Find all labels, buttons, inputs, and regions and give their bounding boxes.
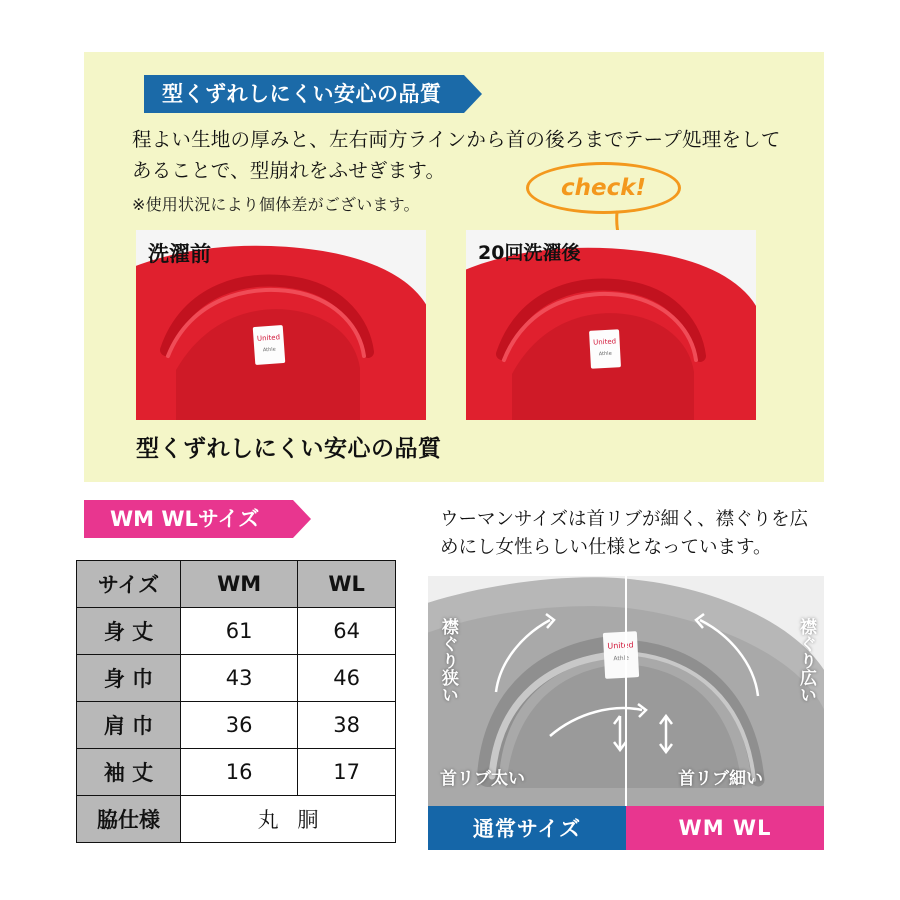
label-wide-neckline: 襟ぐり広い [796, 618, 816, 703]
table-row [77, 749, 396, 796]
row-label-shoulder-width: 肩 巾 [77, 702, 181, 749]
row-label-sleeve-length: 袖 丈 [77, 749, 181, 796]
label-thin-rib: 首リブ細い [678, 769, 763, 789]
bar-label-normal-size: 通常サイズ [428, 806, 626, 850]
row-label-side-spec: 脇仕様 [77, 796, 181, 843]
cell-wm-sleeve-length: 16 [181, 749, 298, 796]
svg-text:Athle: Athle [613, 654, 630, 663]
cell-wm-body-width: 43 [181, 655, 298, 702]
cell-wm-body-length: 61 [181, 608, 298, 655]
check-label: check! [560, 175, 647, 201]
quality-ribbon-title: 型くずれしにくい安心の品質 [144, 75, 464, 113]
label-thick-rib: 首リブ太い [440, 769, 525, 789]
quality-note: ※使用状況により個体差がございます。 [132, 195, 420, 214]
svg-text:United: United [592, 337, 617, 347]
bar-label-wm-wl: WM WL [626, 806, 824, 850]
header-wl: WL [298, 561, 396, 608]
size-ribbon-title: WM WLサイズ [84, 500, 293, 538]
photo-before-wash [136, 230, 426, 420]
check-callout [526, 162, 681, 214]
svg-text:Athle: Athle [262, 346, 277, 354]
cell-wl-shoulder-width: 38 [298, 702, 396, 749]
svg-text:Athle: Athle [598, 350, 612, 358]
cell-wl-body-length: 64 [298, 608, 396, 655]
row-label-body-width: 身 巾 [77, 655, 181, 702]
header-wm: WM [181, 561, 298, 608]
cell-wl-sleeve-length: 17 [298, 749, 396, 796]
cell-wm-shoulder-width: 36 [181, 702, 298, 749]
quality-bottom-caption: 型くずれしにくい安心の品質 [136, 436, 442, 462]
svg-text:United: United [256, 333, 281, 343]
table-row [77, 608, 396, 655]
photo-before-label: 洗濯前 [148, 242, 211, 266]
table-row [77, 702, 396, 749]
size-table [76, 560, 396, 843]
quality-description: 程よい生地の厚みと、左右両方ラインから首の後ろまでテープ処理をしてあることで、型崩れをふせぎます。 [132, 128, 781, 183]
neck-comparison-panel [428, 498, 824, 850]
table-header-row [77, 561, 396, 608]
row-label-body-length: 身 丈 [77, 608, 181, 655]
cell-wl-body-width: 46 [298, 655, 396, 702]
photo-after-wash [466, 230, 756, 420]
header-size: サイズ [77, 561, 181, 608]
neck-compare-bar [428, 806, 824, 850]
neck-photo [428, 576, 824, 806]
cell-side-spec-value: 丸 胴 [181, 796, 396, 843]
neck-description: ウーマンサイズは首リブが細く、襟ぐりを広めにし女性らしい仕様となっています。 [440, 509, 809, 558]
table-footer-row [77, 796, 396, 843]
svg-text:United: United [607, 640, 634, 651]
quality-panel [84, 52, 824, 482]
photo-after-label: 20回洗濯後 [478, 242, 581, 264]
label-narrow-neckline: 襟ぐり狭い [437, 618, 458, 703]
table-row [77, 655, 396, 702]
